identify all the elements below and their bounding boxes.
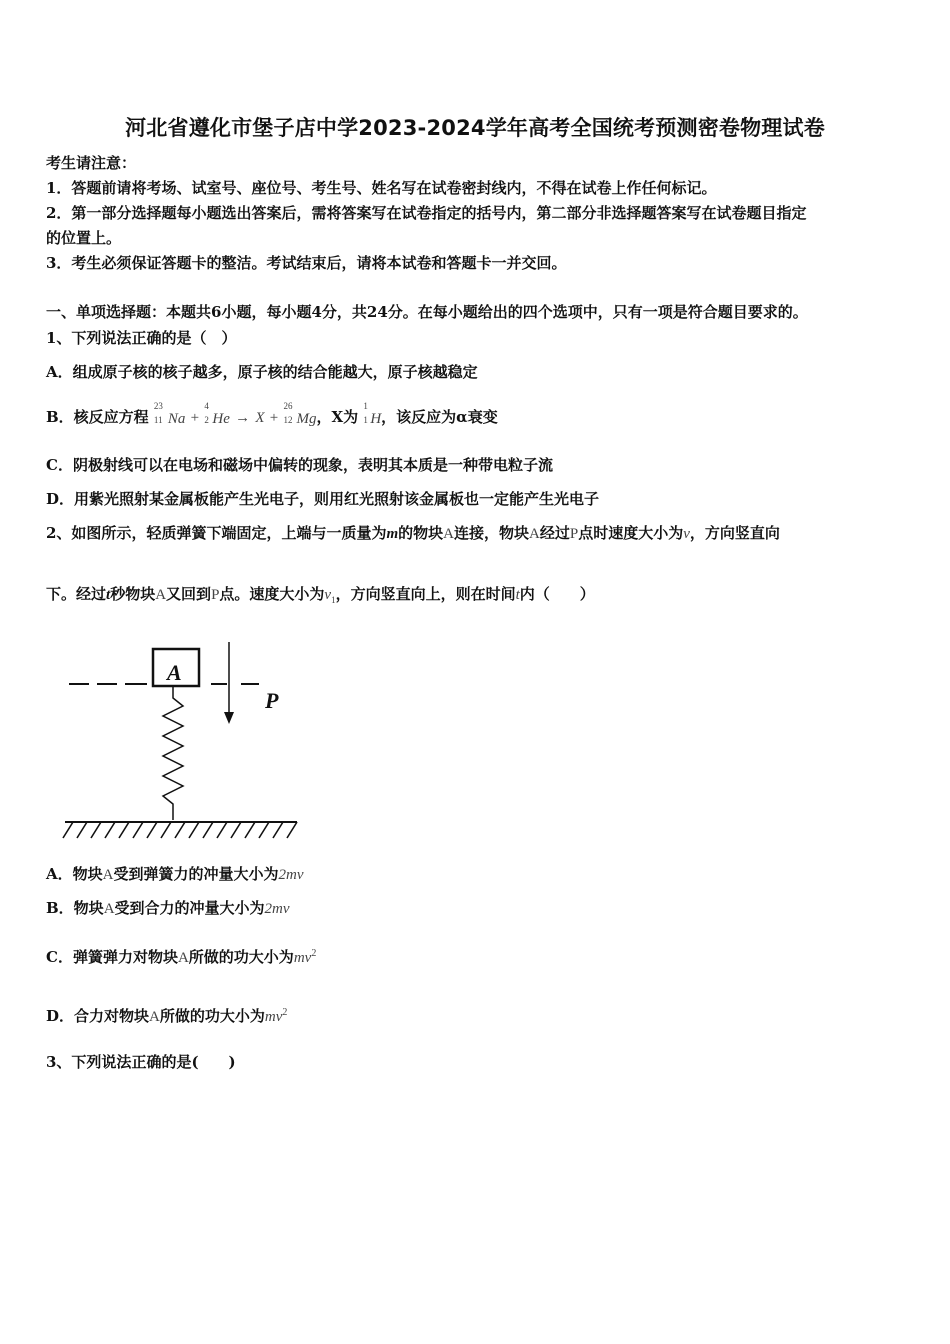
q2-option-c: C．弹簧弹力对物块A所做的功大小为$mv^2$ <box>46 948 317 966</box>
q2-option-b: B．物块A受到合力的冲量大小为2mv <box>46 899 290 917</box>
question-2-stem-line-2: 下。经过t秒物块A又回到P点。速度大小为$v_1$，方向竖直向上，则在时间t内（ ） <box>46 585 595 605</box>
spring <box>163 686 183 820</box>
question-2-stem-line-1: 2、如图所示，轻质弹簧下端固定，上端与一质量为m的物块A连接，物块A经过P点时速度大小为v，方向竖直向 <box>46 524 780 542</box>
point-label: P <box>265 688 279 713</box>
question-1-stem: 1、下列说法正确的是（ ） <box>46 329 237 347</box>
notice-item-1: 1．答题前请将考场、试室号、座位号、考生号、姓名写在试卷密封线内，不得在试卷上作任何标记。 <box>46 179 717 197</box>
question-3-stem: 3、下列说法正确的是( ) <box>46 1053 236 1071</box>
nuclide-mg: 26 12 Mg <box>283 400 317 427</box>
notice-item-3: 3．考生必须保证答题卡的整洁。考试结束后，请将本试卷和答题卡一并交回。 <box>46 254 567 272</box>
notice-heading: 考生请注意： <box>46 154 137 172</box>
section-heading: 一、单项选择题：本题共6小题，每小题4分，共24分。在每小题给出的四个选项中，只有一项是符合题目要求的。 <box>46 303 808 321</box>
spring-block-figure <box>55 640 315 845</box>
notice-item-2: 2．第一部分选择题每小题选出答案后，需将答案写在试卷指定的括号内，第二部分非选择题答案写在试卷题目指定 <box>46 204 807 222</box>
block-label: A <box>167 660 182 685</box>
nuclide-h: 1 1 H <box>363 400 382 427</box>
nuclide-he: 4 2 He <box>204 400 230 427</box>
q1-option-a: A．组成原子核的核子越多，原子核的结合能越大，原子核越稳定 <box>46 363 478 381</box>
notice-item-2-cont: 的位置上。 <box>46 229 122 247</box>
q1-option-d: D．用紫光照射某金属板能产生光电子，则用红光照射该金属板也一定能产生光电子 <box>46 490 600 508</box>
q2-option-a: A．物块A受到弹簧力的冲量大小为2mv <box>46 865 304 883</box>
arrow-head <box>224 712 234 724</box>
q2-option-d: D．合力对物块A所做的功大小为$mv^2$ <box>46 1007 288 1025</box>
ground-hatching <box>63 822 297 838</box>
exam-title: 河北省遵化市堡子店中学2023-2024学年高考全国统考预测密卷物理试卷 <box>125 116 825 140</box>
q1-option-b: B．核反应方程 23 11 Na + 4 2 He → X + 26 12 Mg，X为 1 1 H，该反应为α衰变 <box>46 400 498 427</box>
q1-option-c: C．阴极射线可以在电场和磁场中偏转的现象，表明其本质是一种带电粒子流 <box>46 456 553 474</box>
q1-b-prefix: B．核反应方程 <box>46 408 149 426</box>
nuclide-na: 23 11 Na <box>153 400 186 427</box>
